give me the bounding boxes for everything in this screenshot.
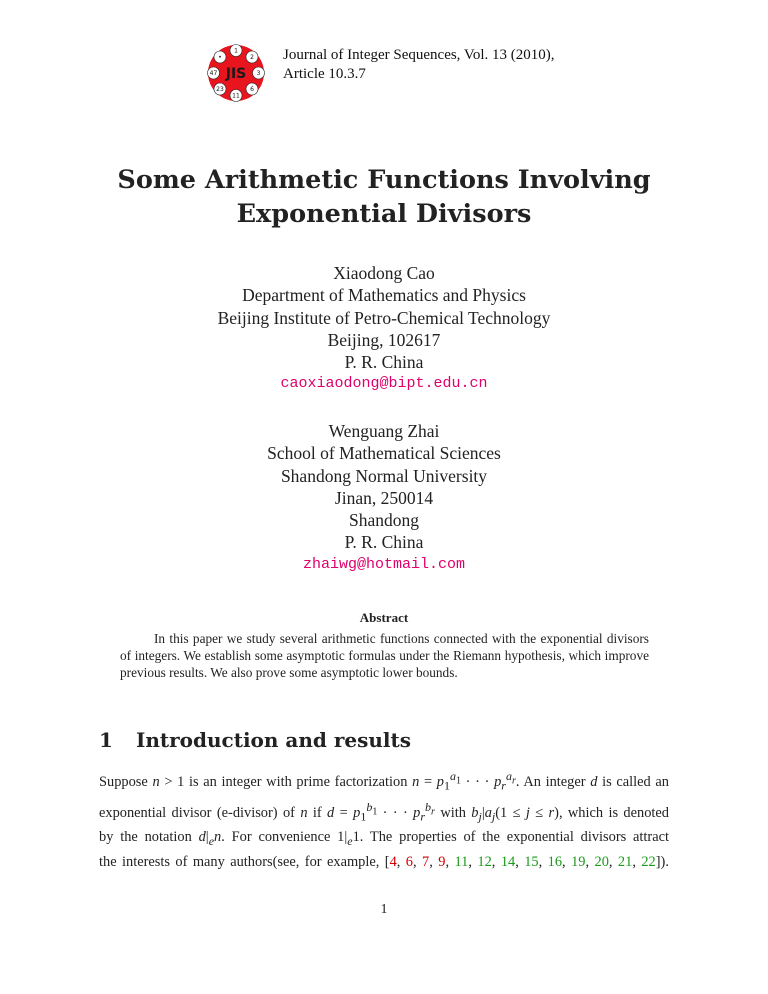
svg-text:6: 6 bbox=[250, 86, 254, 94]
citation-link[interactable]: 20 bbox=[594, 854, 609, 871]
logo-text: JIS bbox=[225, 66, 247, 82]
author-department: School of Mathematical Sciences bbox=[267, 443, 501, 464]
author-city: Beijing, 102617 bbox=[327, 329, 441, 350]
author-email-link[interactable]: zhaiwg@hotmail.com bbox=[302, 555, 466, 573]
svg-text:1: 1 bbox=[234, 47, 238, 55]
title-line-2: Exponential Divisors bbox=[236, 199, 532, 229]
author-city: Jinan, 250014 bbox=[334, 487, 434, 508]
title-line-1: Some Arithmetic Functions Involving bbox=[117, 165, 651, 195]
svg-text:2: 2 bbox=[250, 54, 254, 62]
citation-link[interactable]: 12 bbox=[477, 854, 492, 871]
author-email-link[interactable]: caoxiaodong@bipt.edu.cn bbox=[280, 375, 488, 393]
citation-link[interactable]: 22 bbox=[641, 854, 656, 871]
svg-text:47: 47 bbox=[209, 70, 218, 78]
section-number: 1 bbox=[99, 728, 113, 752]
section-title: Introduction and results bbox=[136, 728, 411, 752]
author-country: P. R. China bbox=[344, 532, 424, 553]
citation-link[interactable]: 16 bbox=[547, 854, 563, 871]
citation-link[interactable]: 14 bbox=[500, 854, 516, 871]
citation-link[interactable]: 15 bbox=[524, 854, 539, 871]
svg-text:3: 3 bbox=[256, 70, 261, 78]
abstract-heading: Abstract bbox=[359, 610, 409, 625]
author-name: Wenguang Zhai bbox=[328, 421, 440, 441]
author-institution: Beijing Institute of Petro-Chemical Technology bbox=[217, 307, 551, 328]
citation-link[interactable]: 19 bbox=[571, 854, 586, 871]
intro-line-4: the interests of many authors(see, for example, [4, 6, 7, 9, 11, 12, 14, 15, 16, 19, 20, 21, 22]). bbox=[99, 854, 669, 871]
svg-text:11: 11 bbox=[232, 92, 240, 100]
journal-line-2: Article 10.3.7 bbox=[283, 66, 366, 82]
abstract-text: In this paper we study several arithmetic functions connected with the exponential divisors of integers. We establish some asymptotic formulas under the Riemann hypothesis, which improve previous results. We also prove some asymptotic lower bounds. bbox=[120, 631, 649, 681]
section-heading bbox=[99, 728, 411, 752]
page-number: 1 bbox=[380, 902, 388, 917]
citation-link[interactable]: 9 bbox=[438, 854, 446, 871]
svg-text:23: 23 bbox=[216, 86, 224, 94]
citation-link[interactable]: 7 bbox=[422, 854, 430, 871]
intro-line-3: by the notation $d|_en$. For convenience $1|_e1$. The properties of the exponential divisors attract bbox=[99, 829, 669, 849]
journal-line-1: Journal of Integer Sequences, Vol. 13 (2010), bbox=[283, 47, 555, 63]
journal-citation bbox=[283, 46, 554, 84]
journal-logo bbox=[207, 44, 265, 102]
citation-link[interactable]: 4 bbox=[389, 854, 397, 871]
author-name: Xiaodong Cao bbox=[333, 263, 435, 283]
intro-paragraph bbox=[99, 766, 669, 873]
citation-link[interactable]: 21 bbox=[617, 854, 633, 871]
svg-text:•: • bbox=[218, 54, 222, 62]
paper-title bbox=[0, 163, 768, 231]
intro-line-2: exponential divisor (e-divisor) of n if $d = p_1^{b_1}$ · · · $p_r^{b_r}$ with $b_j|a_j(1 \le j \le r)$, which is denoted bbox=[99, 799, 669, 824]
citation-link[interactable]: 11 bbox=[454, 854, 469, 871]
author-country: P. R. China bbox=[344, 352, 424, 373]
author-institution: Shandong Normal University bbox=[280, 465, 488, 486]
author-block-1 bbox=[0, 262, 768, 396]
intro-line-1: Suppose n > 1 is an integer with prime factorization $n = p_1^{a_1}$ · · · $p_r^{a_r}$. An integer d is called an bbox=[99, 769, 670, 793]
author-department: Department of Mathematics and Physics bbox=[242, 285, 526, 306]
author-block-2 bbox=[0, 420, 768, 576]
author-province: Shandong bbox=[349, 510, 419, 531]
citation-link[interactable]: 6 bbox=[405, 854, 413, 871]
